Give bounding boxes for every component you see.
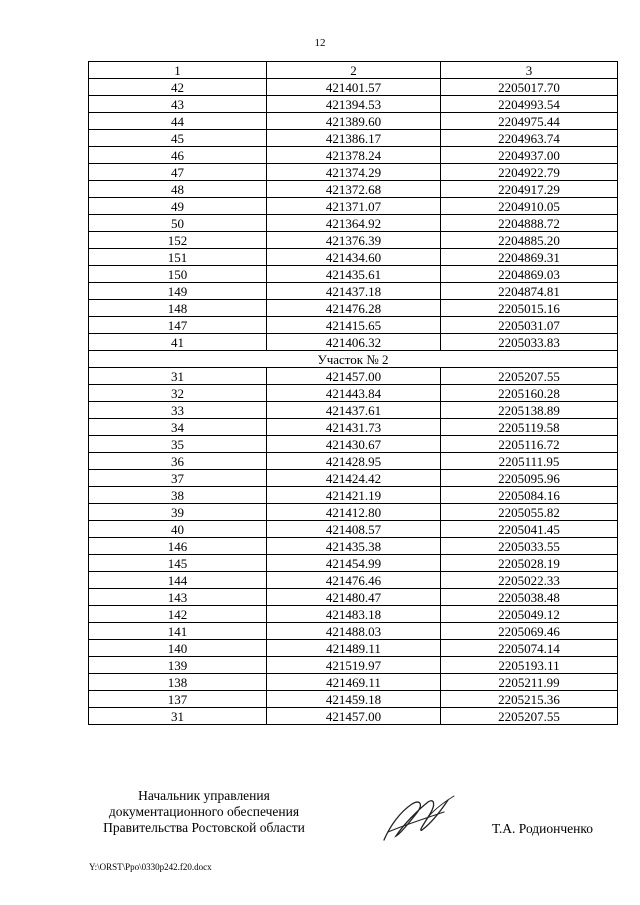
table-cell: 421519.97 bbox=[267, 657, 441, 674]
section-title: Участок № 2 bbox=[89, 351, 618, 368]
table-cell: 2 bbox=[267, 62, 441, 79]
table-row bbox=[89, 708, 618, 725]
table-cell: 421376.39 bbox=[267, 232, 441, 249]
table-cell: 2204993.54 bbox=[441, 96, 618, 113]
table-cell: 40 bbox=[89, 521, 267, 538]
table-cell: 421415.65 bbox=[267, 317, 441, 334]
table-cell: 2205160.28 bbox=[441, 385, 618, 402]
table-row bbox=[89, 470, 618, 487]
table-row bbox=[89, 164, 618, 181]
table-cell: 148 bbox=[89, 300, 267, 317]
table-cell: 31 bbox=[89, 368, 267, 385]
table-cell: 421469.11 bbox=[267, 674, 441, 691]
table-cell: 42 bbox=[89, 79, 267, 96]
table-row bbox=[89, 181, 618, 198]
table-cell: 2205033.55 bbox=[441, 538, 618, 555]
table-cell: 421386.17 bbox=[267, 130, 441, 147]
table-cell: 2205074.14 bbox=[441, 640, 618, 657]
table-cell: 2205095.96 bbox=[441, 470, 618, 487]
table-row bbox=[89, 249, 618, 266]
table-cell: 2204869.03 bbox=[441, 266, 618, 283]
table-cell: 152 bbox=[89, 232, 267, 249]
table-row bbox=[89, 385, 618, 402]
table-cell: 37 bbox=[89, 470, 267, 487]
table-cell: 145 bbox=[89, 555, 267, 572]
table-cell: 138 bbox=[89, 674, 267, 691]
table-cell: 421430.67 bbox=[267, 436, 441, 453]
table-cell: 421378.24 bbox=[267, 147, 441, 164]
table-cell: 34 bbox=[89, 419, 267, 436]
table-cell: 2205111.95 bbox=[441, 453, 618, 470]
table-cell: 421457.00 bbox=[267, 708, 441, 725]
table-cell: 35 bbox=[89, 436, 267, 453]
table-cell: 2205055.82 bbox=[441, 504, 618, 521]
table-row bbox=[89, 521, 618, 538]
table-cell: 2205138.89 bbox=[441, 402, 618, 419]
table-cell: 421408.57 bbox=[267, 521, 441, 538]
table-cell: 2205022.33 bbox=[441, 572, 618, 589]
table-row bbox=[89, 266, 618, 283]
table-cell: 1 bbox=[89, 62, 267, 79]
table-cell: 43 bbox=[89, 96, 267, 113]
table-row bbox=[89, 130, 618, 147]
table-cell: 2205207.55 bbox=[441, 368, 618, 385]
coordinates-table-body bbox=[89, 62, 618, 725]
table-row bbox=[89, 691, 618, 708]
table-row bbox=[89, 487, 618, 504]
table-cell: 2205207.55 bbox=[441, 708, 618, 725]
table-cell: 421435.61 bbox=[267, 266, 441, 283]
table-cell: 2205017.70 bbox=[441, 79, 618, 96]
table-cell: 421454.99 bbox=[267, 555, 441, 572]
file-path: Y:\ORST\Ppo\0330p242.f20.docx bbox=[89, 862, 212, 872]
table-cell: 421394.53 bbox=[267, 96, 441, 113]
table-cell: 2205028.19 bbox=[441, 555, 618, 572]
table-cell: 150 bbox=[89, 266, 267, 283]
table-cell: 2205041.45 bbox=[441, 521, 618, 538]
table-row bbox=[89, 300, 618, 317]
table-cell: 421364.92 bbox=[267, 215, 441, 232]
table-row bbox=[89, 606, 618, 623]
table-cell: 421421.19 bbox=[267, 487, 441, 504]
table-cell: 146 bbox=[89, 538, 267, 555]
table-cell: 2205193.11 bbox=[441, 657, 618, 674]
table-cell: 2204874.81 bbox=[441, 283, 618, 300]
table-cell: 421437.61 bbox=[267, 402, 441, 419]
table-cell: 2204922.79 bbox=[441, 164, 618, 181]
table-cell: 421389.60 bbox=[267, 113, 441, 130]
section-row bbox=[89, 351, 618, 368]
table-cell: 151 bbox=[89, 249, 267, 266]
table-cell: 421424.42 bbox=[267, 470, 441, 487]
table-cell: 139 bbox=[89, 657, 267, 674]
table-cell: 32 bbox=[89, 385, 267, 402]
handwritten-signature bbox=[378, 790, 458, 846]
table-cell: 149 bbox=[89, 283, 267, 300]
table-row bbox=[89, 147, 618, 164]
table-row bbox=[89, 623, 618, 640]
table-row bbox=[89, 62, 618, 79]
signer-name: Т.А. Родионченко bbox=[492, 821, 593, 836]
table-row bbox=[89, 674, 618, 691]
position-line-2: документационного обеспечения bbox=[108, 804, 300, 819]
table-cell: 39 bbox=[89, 504, 267, 521]
table-cell: 421476.28 bbox=[267, 300, 441, 317]
table-cell: 45 bbox=[89, 130, 267, 147]
table-cell: 47 bbox=[89, 164, 267, 181]
table-cell: 2205119.58 bbox=[441, 419, 618, 436]
table-cell: 38 bbox=[89, 487, 267, 504]
table-cell: 44 bbox=[89, 113, 267, 130]
table-row bbox=[89, 504, 618, 521]
table-cell: 141 bbox=[89, 623, 267, 640]
table-row bbox=[89, 334, 618, 351]
table-cell: 41 bbox=[89, 334, 267, 351]
position-line-3: Правительства Ростовской области bbox=[103, 820, 305, 835]
table-cell: 31 bbox=[89, 708, 267, 725]
table-cell: 2205033.83 bbox=[441, 334, 618, 351]
coordinates-table bbox=[88, 61, 618, 725]
table-cell: 2205038.48 bbox=[441, 589, 618, 606]
table-cell: 3 bbox=[441, 62, 618, 79]
table-cell: 421428.95 bbox=[267, 453, 441, 470]
table-cell: 2204888.72 bbox=[441, 215, 618, 232]
table-row bbox=[89, 113, 618, 130]
table-row bbox=[89, 232, 618, 249]
table-row bbox=[89, 317, 618, 334]
table-row bbox=[89, 198, 618, 215]
table-cell: 421374.29 bbox=[267, 164, 441, 181]
position-line-1: Начальник управления bbox=[138, 788, 270, 803]
table-row bbox=[89, 657, 618, 674]
table-cell: 2204975.44 bbox=[441, 113, 618, 130]
table-cell: 2205116.72 bbox=[441, 436, 618, 453]
table-row bbox=[89, 453, 618, 470]
table-cell: 36 bbox=[89, 453, 267, 470]
table-cell: 140 bbox=[89, 640, 267, 657]
signatory-position bbox=[94, 788, 314, 836]
table-cell: 421443.84 bbox=[267, 385, 441, 402]
table-cell: 421406.32 bbox=[267, 334, 441, 351]
table-cell: 143 bbox=[89, 589, 267, 606]
table-cell: 2204885.20 bbox=[441, 232, 618, 249]
table-row bbox=[89, 572, 618, 589]
table-cell: 2205031.07 bbox=[441, 317, 618, 334]
table-cell: 2205069.46 bbox=[441, 623, 618, 640]
table-cell: 421457.00 bbox=[267, 368, 441, 385]
table-cell: 421431.73 bbox=[267, 419, 441, 436]
table-row bbox=[89, 402, 618, 419]
table-cell: 2204937.00 bbox=[441, 147, 618, 164]
table-cell: 421435.38 bbox=[267, 538, 441, 555]
table-cell: 421489.11 bbox=[267, 640, 441, 657]
table-row bbox=[89, 436, 618, 453]
page-number: 12 bbox=[314, 37, 326, 49]
table-cell: 2204917.29 bbox=[441, 181, 618, 198]
table-row bbox=[89, 419, 618, 436]
table-cell: 421401.57 bbox=[267, 79, 441, 96]
table-cell: 2205215.36 bbox=[441, 691, 618, 708]
table-cell: 421476.46 bbox=[267, 572, 441, 589]
table-row bbox=[89, 589, 618, 606]
table-cell: 2205084.16 bbox=[441, 487, 618, 504]
table-cell: 421437.18 bbox=[267, 283, 441, 300]
table-row bbox=[89, 283, 618, 300]
table-cell: 2205049.12 bbox=[441, 606, 618, 623]
table-cell: 144 bbox=[89, 572, 267, 589]
table-row bbox=[89, 79, 618, 96]
table-cell: 49 bbox=[89, 198, 267, 215]
table-cell: 33 bbox=[89, 402, 267, 419]
table-cell: 147 bbox=[89, 317, 267, 334]
table-cell: 137 bbox=[89, 691, 267, 708]
table-cell: 2204963.74 bbox=[441, 130, 618, 147]
table-cell: 142 bbox=[89, 606, 267, 623]
table-cell: 421412.80 bbox=[267, 504, 441, 521]
table-row bbox=[89, 368, 618, 385]
table-cell: 421459.18 bbox=[267, 691, 441, 708]
table-row bbox=[89, 538, 618, 555]
table-cell: 421372.68 bbox=[267, 181, 441, 198]
table-row bbox=[89, 640, 618, 657]
table-cell: 421488.03 bbox=[267, 623, 441, 640]
table-cell: 50 bbox=[89, 215, 267, 232]
table-cell: 48 bbox=[89, 181, 267, 198]
table-cell: 2205211.99 bbox=[441, 674, 618, 691]
table-cell: 2204869.31 bbox=[441, 249, 618, 266]
table-cell: 421483.18 bbox=[267, 606, 441, 623]
table-cell: 46 bbox=[89, 147, 267, 164]
table-cell: 421371.07 bbox=[267, 198, 441, 215]
table-cell: 2204910.05 bbox=[441, 198, 618, 215]
table-row bbox=[89, 555, 618, 572]
table-cell: 421480.47 bbox=[267, 589, 441, 606]
table-row bbox=[89, 96, 618, 113]
table-cell: 2205015.16 bbox=[441, 300, 618, 317]
table-row bbox=[89, 215, 618, 232]
table-cell: 421434.60 bbox=[267, 249, 441, 266]
